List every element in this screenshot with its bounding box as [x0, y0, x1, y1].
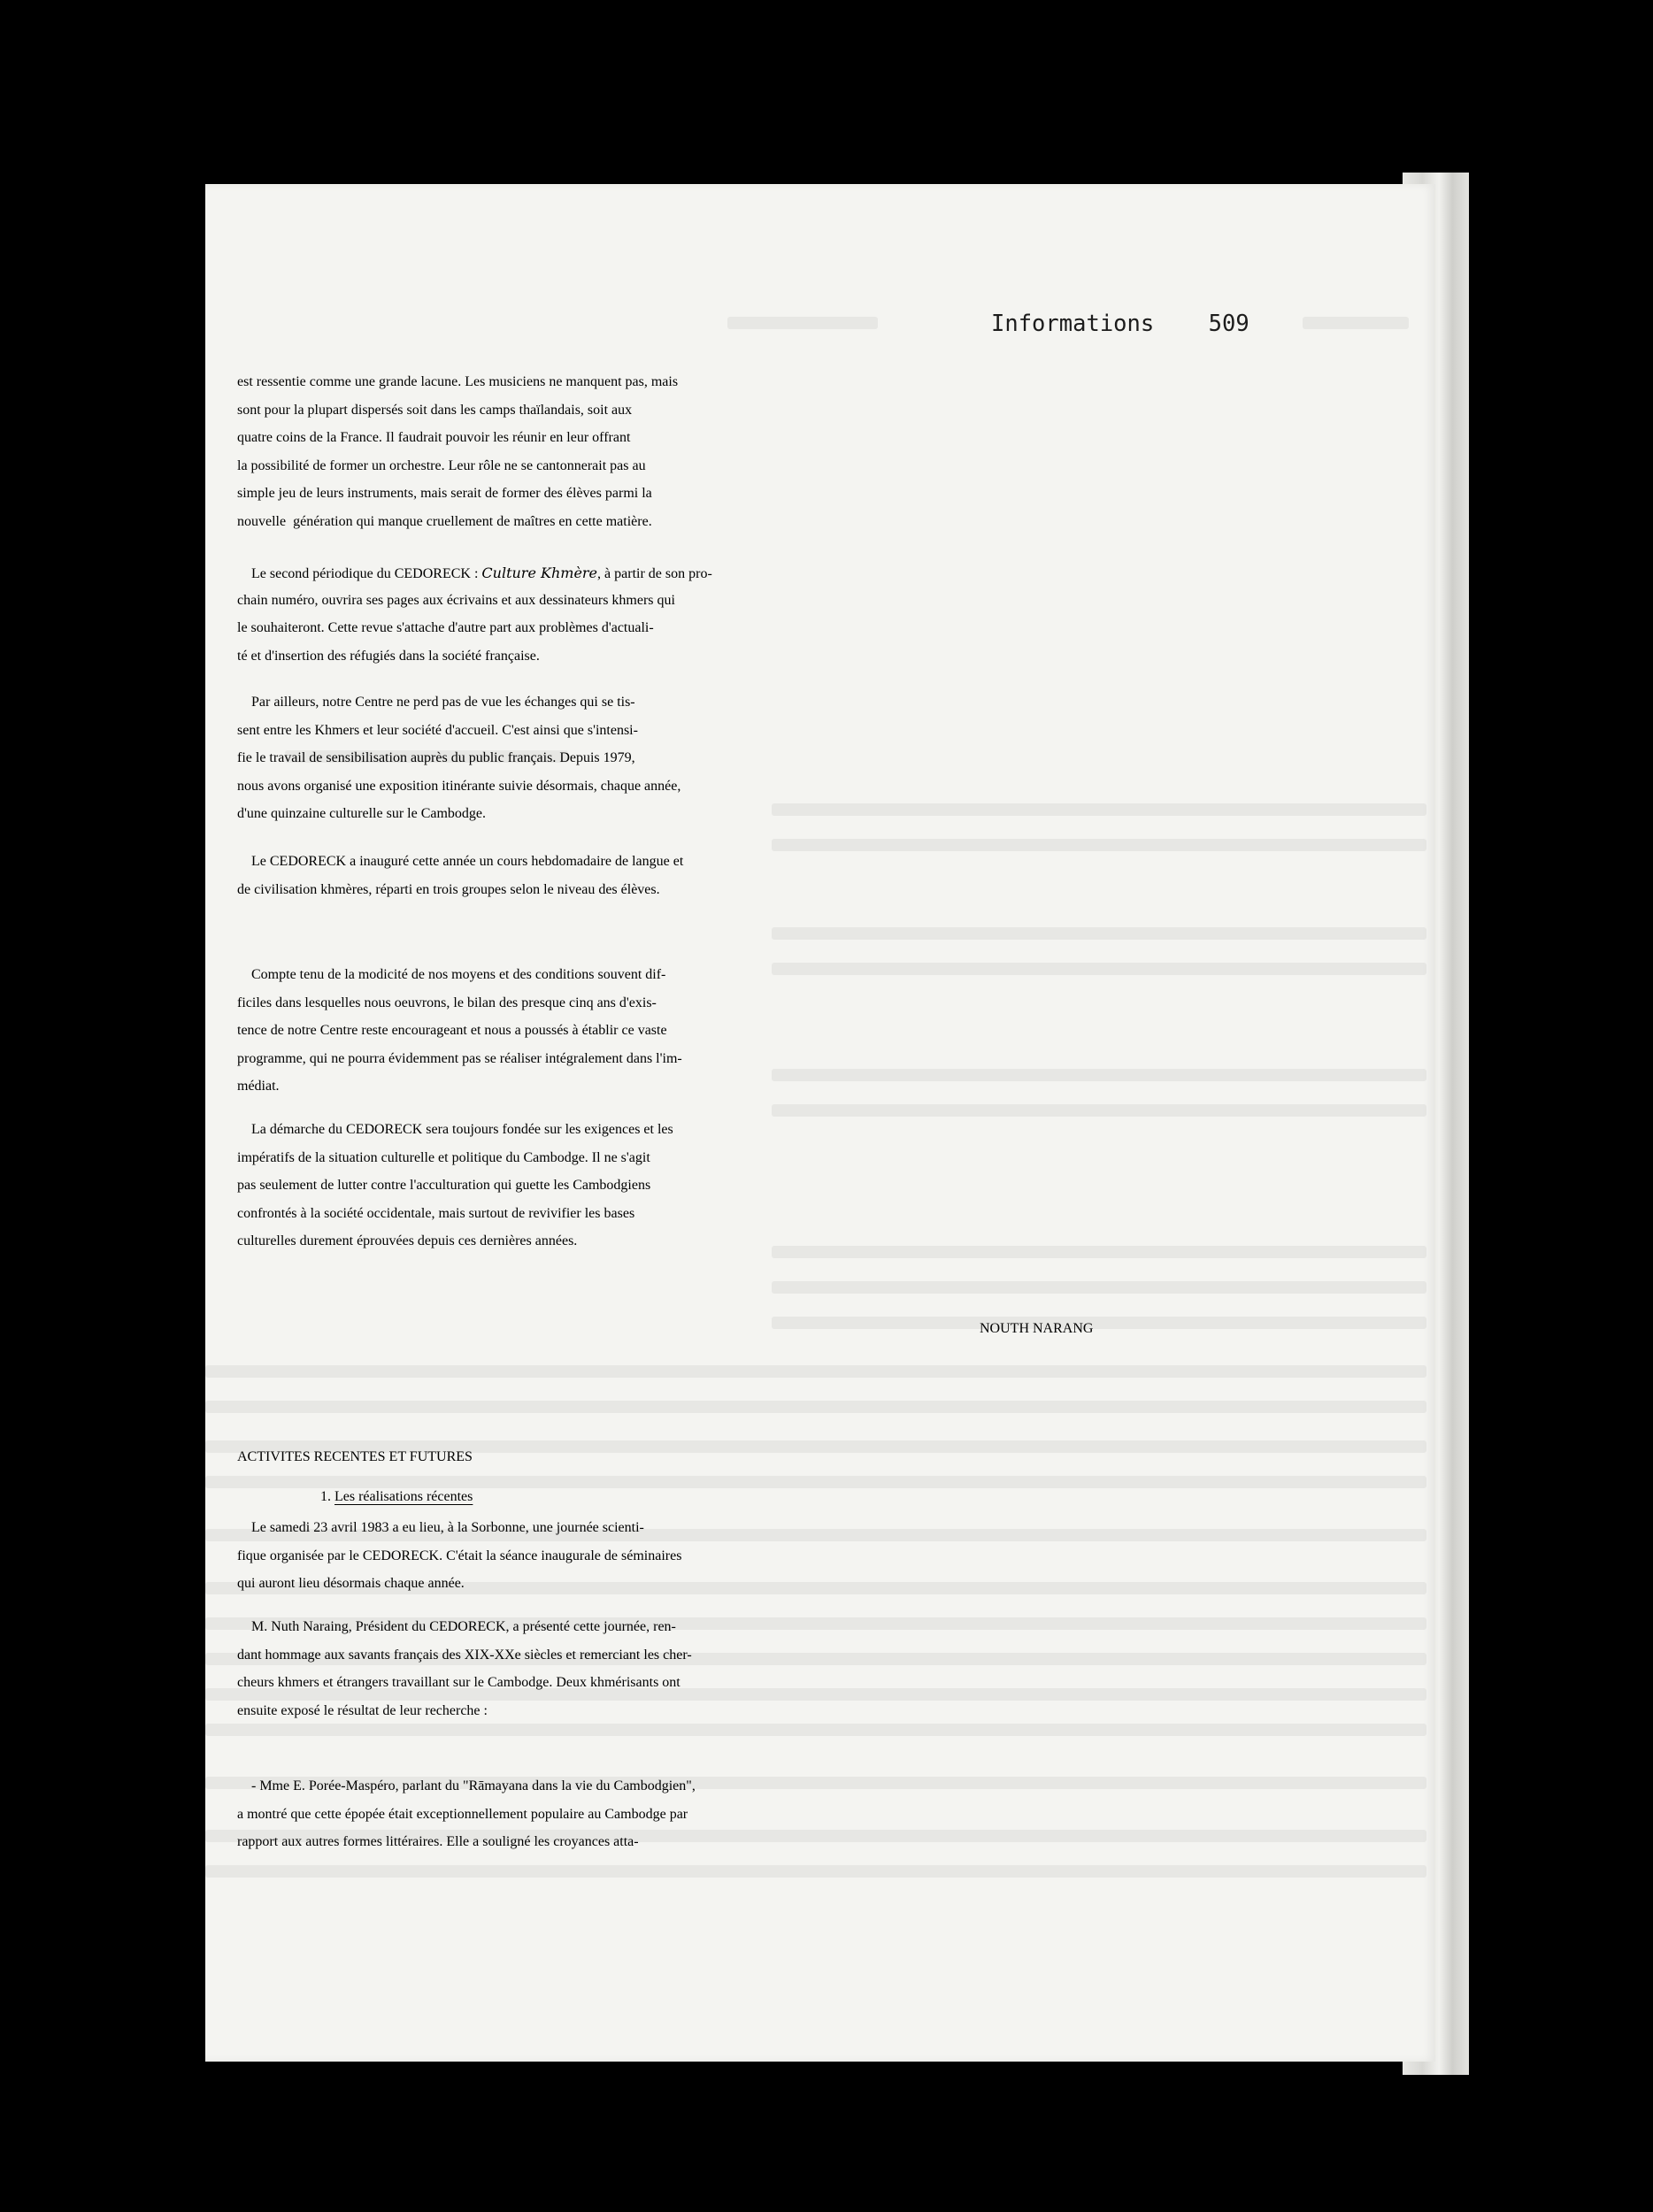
text-line: La démarche du CEDORECK sera toujours fondée sur les exigences et les	[237, 1122, 673, 1137]
text-line: Par ailleurs, notre Centre ne perd pas de vue les échanges qui se tis-	[237, 695, 635, 710]
text-line: ensuite exposé le résultat de leur recherche :	[237, 1702, 488, 1718]
text-line: a montré que cette épopée était exceptionnellement populaire au Cambodge par	[237, 1806, 688, 1822]
paragraph-exchanges	[237, 695, 680, 834]
text-line: quatre coins de la France. Il faudrait pouvoir les réunir en leur offrant	[237, 430, 631, 445]
text-line: ficiles dans lesquelles nous oeuvrons, le bilan des presque cinq ans d'exis-	[237, 995, 657, 1010]
text-line: dant hommage aux savants français des XIX-XXe siècles et remerciant les cher-	[237, 1647, 692, 1663]
paragraph-president-speech	[237, 1619, 692, 1731]
text-line: rapport aux autres formes littéraires. Elle a souligné les croyances atta-	[237, 1834, 639, 1849]
text-line: simple jeu de leurs instruments, mais serait de former des élèves parmi la	[237, 486, 652, 501]
subsection-heading	[320, 1489, 473, 1517]
subsection-heading-line	[320, 1489, 473, 1517]
text-line: programme, qui ne pourra évidemment pas se réaliser intégralement dans l'im-	[237, 1050, 682, 1066]
text-line	[237, 565, 712, 593]
paragraph-assessment	[237, 967, 682, 1107]
text-line: fique organisée par le CEDORECK. C'était la séance inaugurale de séminaires	[237, 1548, 682, 1563]
periodical-title: Culture Khmère	[481, 565, 598, 581]
text-line: est ressentie comme une grande lacune. Les musiciens ne manquent pas, mais	[237, 374, 679, 389]
text-line: nous avons organisé une exposition itinérante suivie désormais, chaque année,	[237, 778, 681, 794]
paragraph-language-course	[237, 854, 683, 910]
text-line: d'une quinzaine culturelle sur le Cambodge.	[237, 806, 487, 821]
text-fragment: Le second périodique du CEDORECK :	[237, 566, 482, 581]
text-line: Compte tenu de la modicité de nos moyens et des conditions souvent dif-	[237, 967, 666, 982]
author-name: NOUTH NARANG	[980, 1321, 1094, 1336]
text-line: Le CEDORECK a inauguré cette année un cours hebdomadaire de langue et	[237, 854, 684, 869]
text-line: chain numéro, ouvrira ses pages aux écrivains et aux dessinateurs khmers qui	[237, 592, 675, 608]
subsection-number: 1.	[320, 1489, 334, 1504]
page-number: 509	[1208, 311, 1249, 337]
section-heading-text: ACTIVITES RECENTES ET FUTURES	[237, 1449, 473, 1464]
text-line: sont pour la plupart dispersés soit dans les camps thaïlandais, soit aux	[237, 402, 633, 418]
text-line: pas seulement de lutter contre l'acculturation qui guette les Cambodgiens	[237, 1178, 651, 1193]
running-head	[991, 311, 1249, 337]
running-head-section: Informations	[991, 311, 1155, 337]
text-line: culturelles durement éprouvées depuis ces dernières années.	[237, 1233, 578, 1248]
text-line: qui auront lieu désormais chaque année.	[237, 1576, 465, 1591]
paragraph-music-lacuna	[237, 374, 678, 541]
text-line: Le samedi 23 avril 1983 a eu lieu, à la Sorbonne, une journée scienti-	[237, 1520, 644, 1535]
paragraph-culture-khmere	[237, 565, 712, 676]
text-line: impératifs de la situation culturelle et politique du Cambodge. Il ne s'agit	[237, 1149, 650, 1165]
text-line: de civilisation khmères, réparti en trois groupes selon le niveau des élèves.	[237, 881, 660, 897]
text-line: tence de notre Centre reste encourageant et nous a poussés à établir ce vaste	[237, 1023, 667, 1038]
text-line: le souhaiteront. Cette revue s'attache d'autre part aux problèmes d'actuali-	[237, 620, 654, 635]
text-line: M. Nuth Naraing, Président du CEDORECK, a présenté cette journée, ren-	[237, 1619, 676, 1634]
subsection-title: Les réalisations récentes	[334, 1489, 473, 1504]
text-line: confrontés à la société occidentale, mais surtout de revivifier les bases	[237, 1205, 635, 1221]
text-line: cheurs khmers et étrangers travaillant sur le Cambodge. Deux khmérisants ont	[237, 1675, 680, 1690]
author-signature	[980, 1321, 1093, 1349]
text-fragment: , à partir de son pro-	[597, 566, 712, 581]
text-line: la possibilité de former un orchestre. Leur rôle ne se cantonnerait pas au	[237, 457, 646, 473]
section-heading	[237, 1449, 473, 1478]
text-line: sent entre les Khmers et leur société d'accueil. C'est ainsi que s'intensi-	[237, 722, 638, 738]
document-page	[205, 184, 1435, 2062]
paragraph-poree-maspero	[237, 1778, 696, 1863]
text-line: fie le travail de sensibilisation auprès du public français. Depuis 1979,	[237, 750, 635, 765]
paragraph-approach	[237, 1122, 673, 1262]
text-line: nouvelle génération qui manque cruellement de maîtres en cette matière.	[237, 513, 652, 529]
text-line: - Mme E. Porée-Maspéro, parlant du "Rāmayana dans la vie du Cambodgien",	[237, 1778, 696, 1793]
paragraph-sorbonne-day	[237, 1520, 681, 1604]
text-line: té et d'insertion des réfugiés dans la société française.	[237, 648, 540, 664]
text-line: médiat.	[237, 1079, 280, 1094]
